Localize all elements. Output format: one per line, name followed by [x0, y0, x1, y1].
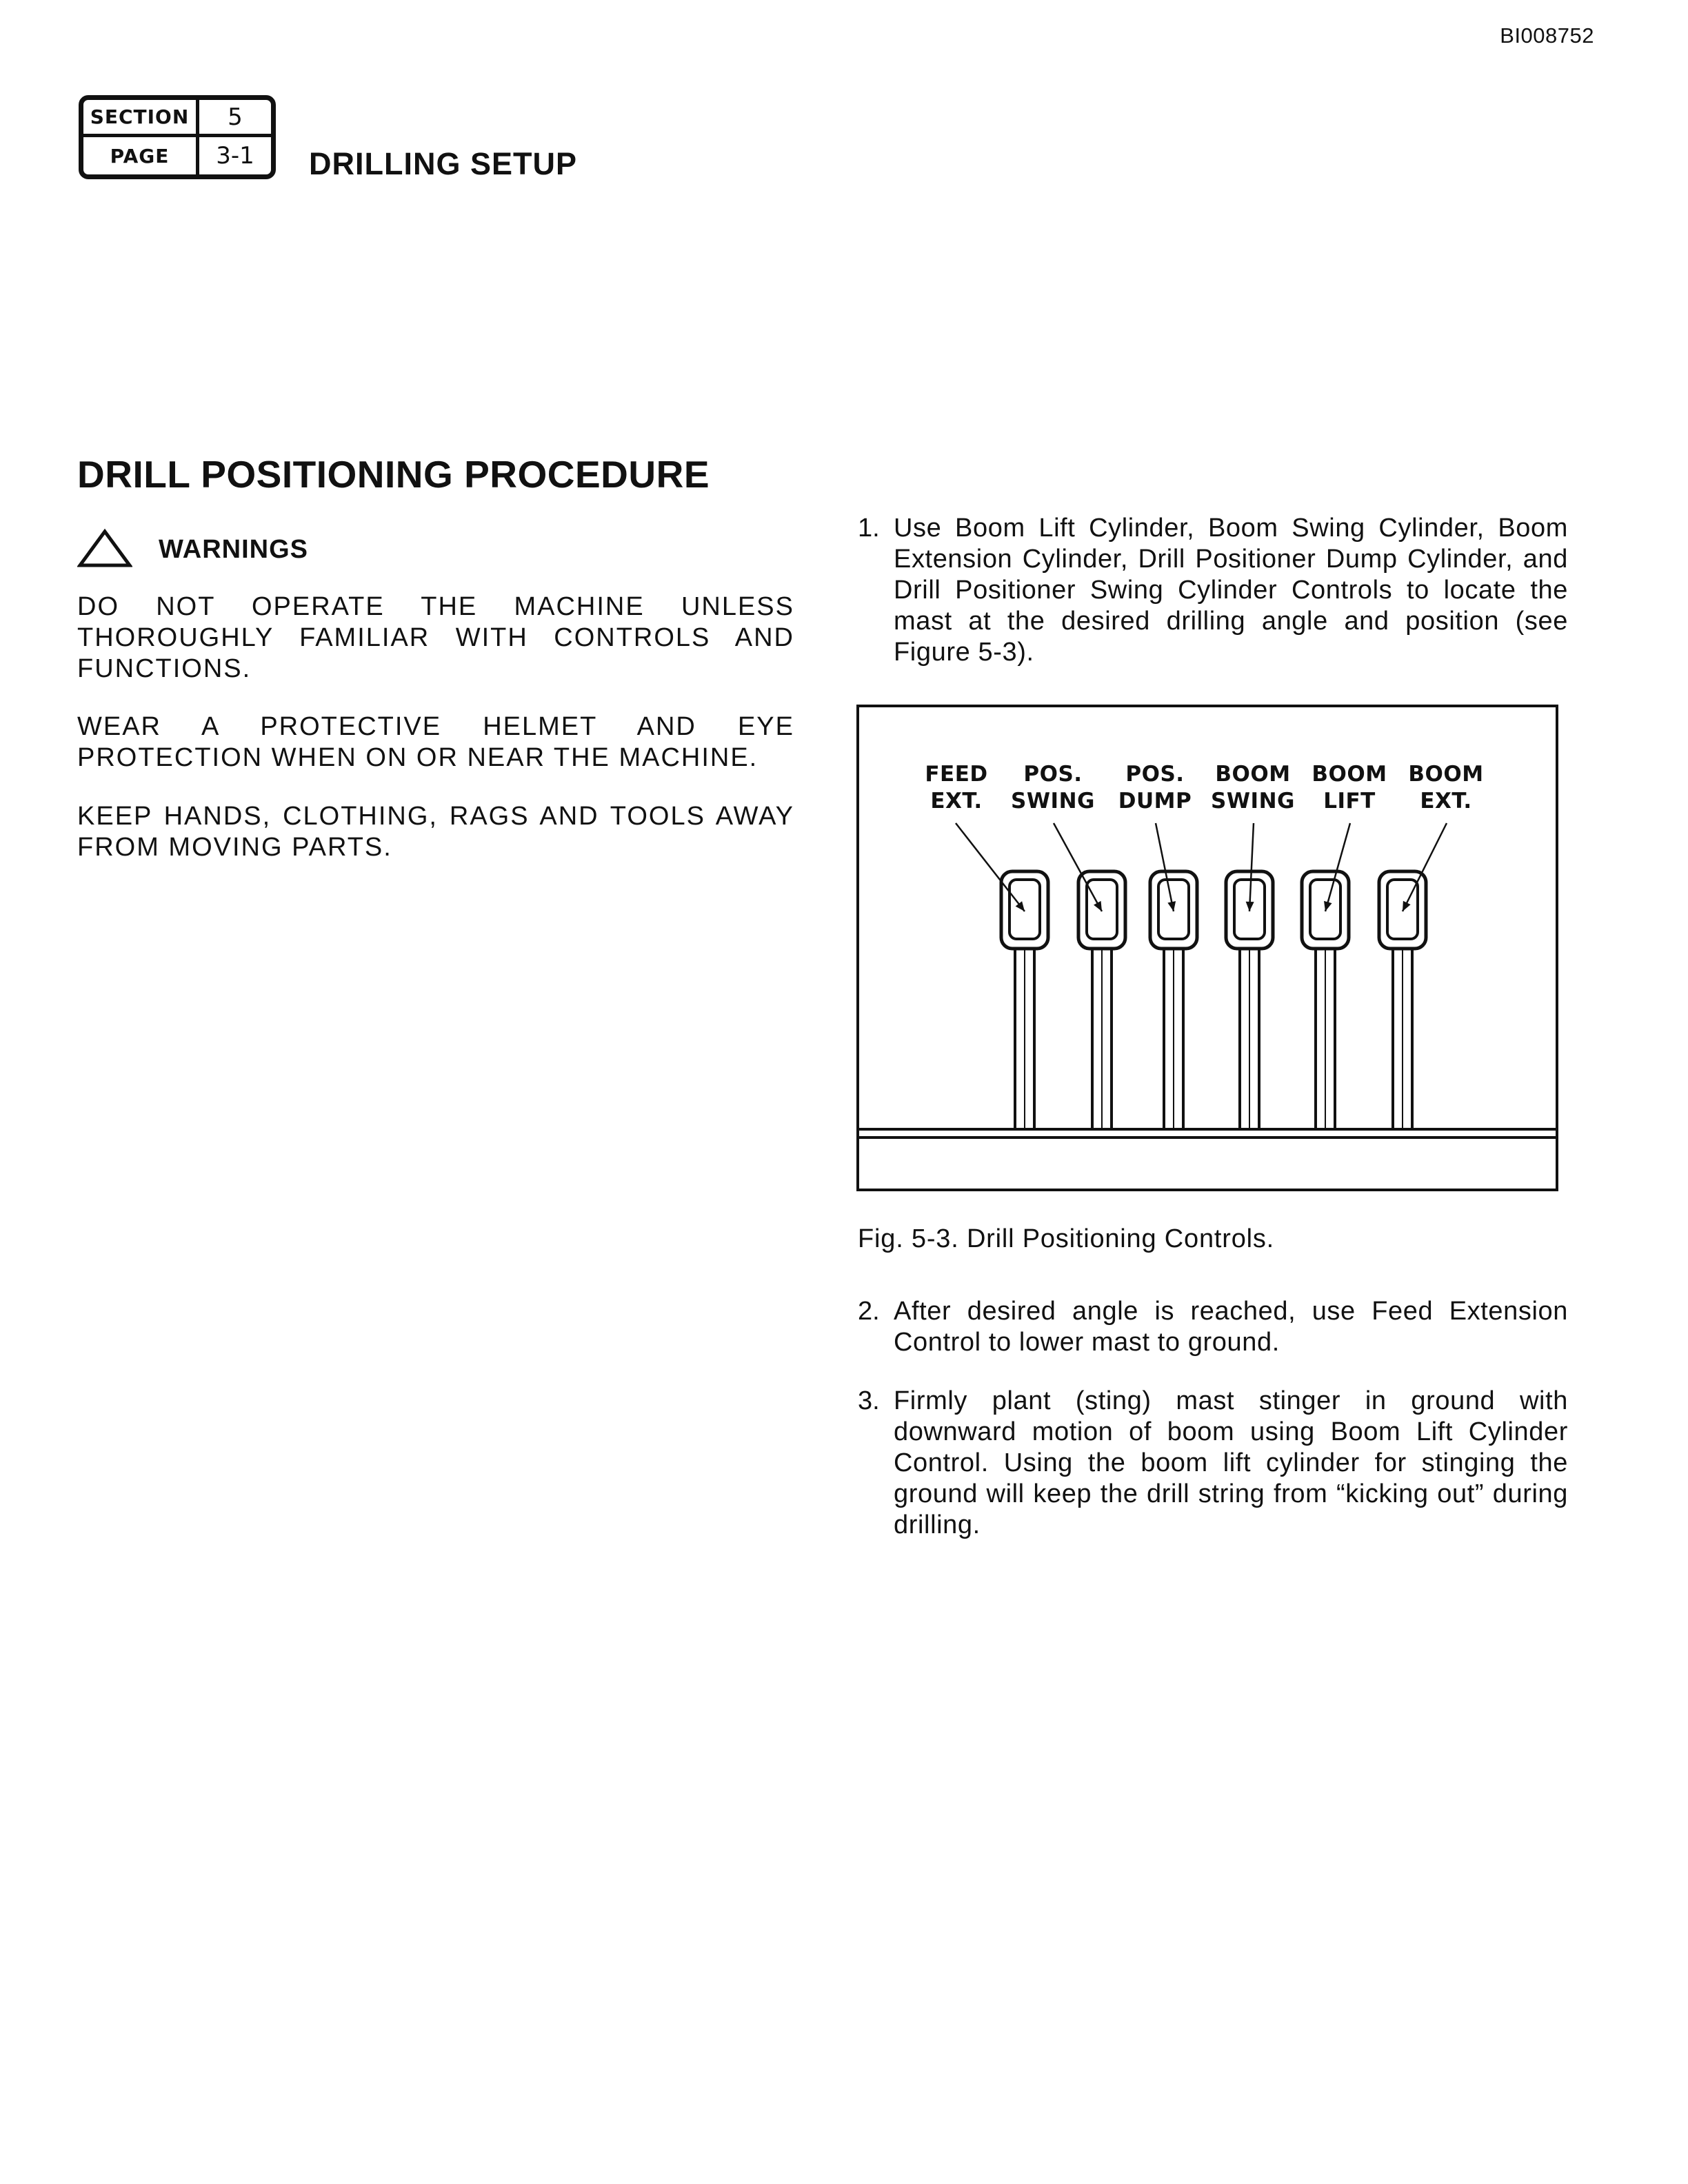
section-label: SECTION [83, 100, 199, 137]
step-number: 1. [858, 514, 880, 543]
lever-pos-dump [1150, 823, 1197, 1129]
figure-caption: Fig. 5-3. Drill Positioning Controls. [858, 1224, 1275, 1253]
page-title: DRILL POSITIONING PROCEDURE [77, 453, 710, 496]
warning-paragraph: DO NOT OPERATE THE MACHINE UNLESS THOROUGHLY FAMILIAR WITH CONTROLS AND FUNCTIONS. [77, 592, 794, 683]
step-number: 2. [858, 1297, 880, 1326]
lever-boom-swing [1226, 823, 1273, 1129]
control-label-boom-swing: BOOM SWING [1211, 762, 1295, 813]
warning-paragraph: WEAR A PROTECTIVE HELMET AND EYE PROTECTION WHEN ON OR NEAR THE MACHINE. [77, 712, 794, 772]
warnings-title: WARNINGS [159, 535, 308, 564]
page-label: PAGE [83, 137, 199, 174]
control-label-boom-lift: BOOM LIFT [1312, 762, 1387, 813]
control-label-feed-ext: FEED EXT. [925, 762, 988, 813]
drill-controls-figure [856, 705, 1558, 1191]
lever-feed-ext [956, 823, 1048, 1129]
warning-triangle-icon [77, 528, 132, 568]
leader-line [956, 823, 1025, 911]
lever-boom-lift [1302, 823, 1350, 1129]
lever-pos-swing [1054, 823, 1125, 1129]
page-number: 3-1 [216, 142, 254, 170]
control-label-boom-ext: BOOM EXT. [1408, 762, 1484, 813]
step-text: Firmly plant (sting) mast stinger in ground with downward motion of boom using Boom Lift Cylinder Control. Using the boom lift cylinder for stinging the ground will keep the drill string from “kicking out” during drilling. [894, 1386, 1568, 1539]
procedure-step [858, 1296, 1568, 1358]
control-label-pos-swing: POS. SWING [1011, 762, 1095, 813]
step-number: 3. [858, 1386, 880, 1415]
section-page-tag [79, 95, 276, 179]
step-text: Use Boom Lift Cylinder, Boom Swing Cylinder, Boom Extension Cylinder, Drill Positioner Dump Cylinder, and Drill Positioner Swing Cylinder Controls to locate the mast at the desired drilling angle and position (see Figure 5-3). [894, 514, 1568, 667]
step-text: After desired angle is reached, use Feed Extension Control to lower mast to ground. [894, 1297, 1568, 1357]
section-number: 5 [199, 100, 271, 137]
procedure-step [858, 1386, 1568, 1541]
control-label-pos-dump: POS. DUMP [1118, 762, 1192, 813]
lever-boom-ext [1379, 823, 1447, 1129]
document-id: BI008752 [1500, 23, 1594, 48]
procedure-step [858, 513, 1568, 668]
section-header: DRILLING SETUP [309, 146, 578, 181]
warning-paragraph: KEEP HANDS, CLOTHING, RAGS AND TOOLS AWAY FROM MOVING PARTS. [77, 802, 794, 862]
